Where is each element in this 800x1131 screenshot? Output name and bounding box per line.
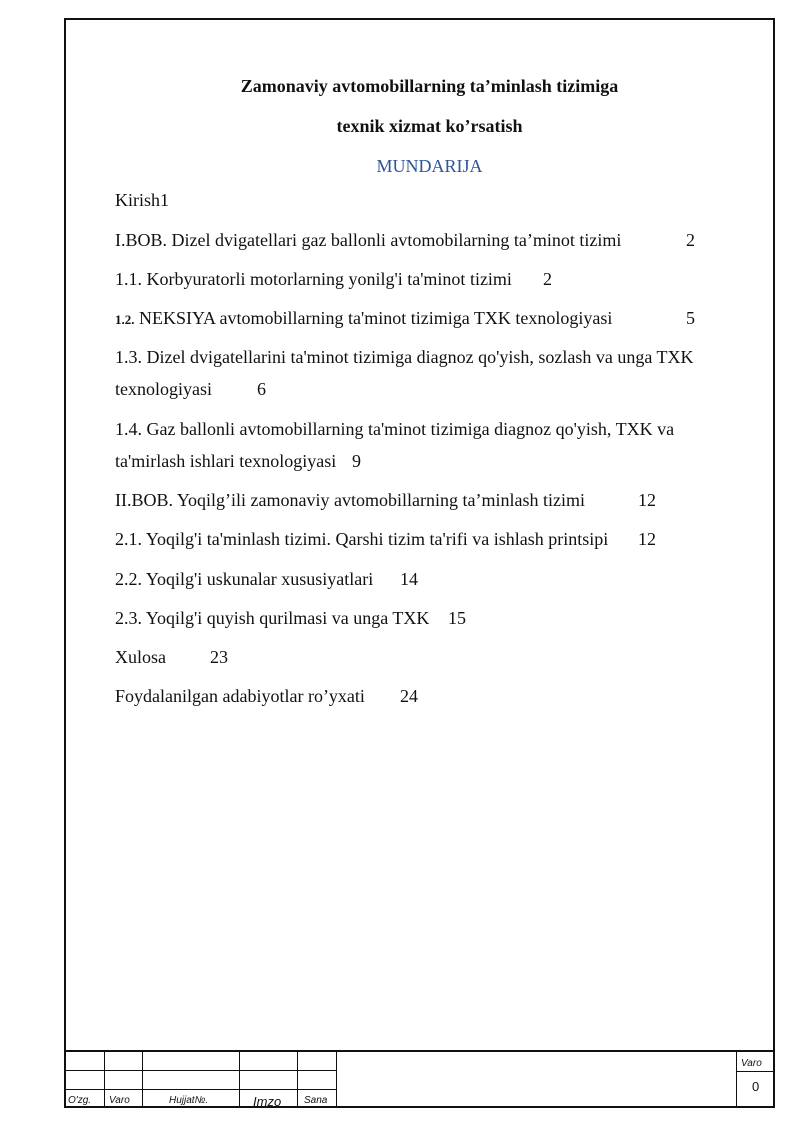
toc-entry-text: 2.2. Yoqilg'i uskunalar xususiyatlari	[115, 569, 374, 589]
toc-entry-2-1	[115, 527, 656, 551]
toc-entry-page: 24	[400, 686, 418, 706]
toc-entry-chapter-1	[115, 228, 695, 252]
toc-entry-text: II.BOB. Yoqilg’ili zamonaviy avtomobillarning ta’minlash tizimi	[115, 490, 585, 510]
toc-entry-page: 5	[686, 308, 695, 328]
toc-entry-2-2	[115, 567, 418, 591]
toc-entry-page: 6	[257, 379, 266, 399]
toc-entry-prefix: 1.2.	[115, 312, 135, 327]
toc-entry-page: 14	[400, 569, 418, 589]
title-block-stamp	[64, 1050, 775, 1108]
toc-entry-text: texnologiyasi	[115, 379, 212, 399]
stamp-divider	[104, 1052, 105, 1108]
toc-entry-text: 1.3. Dizel dvigatellarini ta'minot tizimiga diagnoz qo'yish, sozlash va unga TXK	[115, 347, 694, 367]
stamp-divider	[297, 1052, 298, 1108]
toc-entry-page: 12	[638, 529, 656, 549]
toc-entry-text: I.BOB. Dizel dvigatellari gaz ballonli avtomobilarning ta’minot tizimi	[115, 230, 622, 250]
stamp-divider	[736, 1052, 737, 1108]
stamp-divider	[239, 1052, 240, 1108]
toc-entry-text: 1.4. Gaz ballonli avtomobillarning ta'minot tizimiga diagnoz qo'yish, TXK va	[115, 419, 675, 439]
sheet-number: 0	[752, 1079, 760, 1094]
toc-entry-page: 2	[543, 269, 552, 289]
toc-entry-text: 2.3. Yoqilg'i quyish qurilmasi va unga TXK	[115, 608, 430, 628]
toc-entry-page: 2	[686, 230, 695, 250]
toc-entry-1-3	[115, 345, 694, 369]
toc-entry-1-4	[115, 417, 674, 441]
toc-entry-1-2	[115, 306, 695, 332]
toc-entry-text: Kirish1	[115, 190, 169, 210]
toc-entry-intro	[115, 188, 169, 212]
stamp-label-imzo: Imzo	[253, 1094, 282, 1109]
stamp-label-varo: Varo	[109, 1095, 130, 1106]
toc-entry-text: ta'mirlash ishlari texnologiyasi	[115, 451, 337, 471]
toc-entry-text: 1.1. Korbyuratorli motorlarning yonilg'i ta'minot tizimi	[115, 269, 512, 289]
stamp-row-line	[64, 1070, 336, 1071]
stamp-row-line	[64, 1089, 336, 1090]
toc-entry-conclusion	[115, 645, 228, 669]
toc-entry-page: 23	[210, 647, 228, 667]
toc-entry-2-3	[115, 606, 466, 630]
toc-entry-references	[115, 684, 418, 708]
stamp-label-varo-right: Varo	[741, 1058, 762, 1069]
toc-entry-text: 2.1. Yoqilg'i ta'minlash tizimi. Qarshi tizim ta'rifi va ishlash printsipi	[115, 529, 609, 549]
stamp-divider	[336, 1052, 337, 1108]
page-frame	[64, 18, 775, 1108]
toc-entry-text: Xulosa	[115, 647, 166, 667]
document-title-line-1: Zamonaviy avtomobillarning ta’minlash tizimiga	[240, 76, 619, 96]
toc-entry-page: 15	[448, 608, 466, 628]
stamp-divider	[142, 1052, 143, 1108]
toc-entry-1-1	[115, 267, 552, 291]
toc-heading: MUNDARIJA	[376, 156, 483, 176]
toc-entry-chapter-2	[115, 488, 656, 512]
stamp-row-line	[736, 1071, 775, 1072]
stamp-label-hujjat: Hujjat№.	[169, 1095, 209, 1106]
toc-entry-text: NEKSIYA avtomobillarning ta'minot tizimiga TXK texnologiyasi	[139, 308, 613, 328]
toc-entry-1-4-continued	[115, 449, 361, 473]
toc-entry-page: 9	[352, 451, 361, 471]
toc-entry-page: 12	[638, 490, 656, 510]
stamp-label-ozg: O'zg.	[68, 1095, 92, 1106]
stamp-label-sana: Sana	[304, 1095, 328, 1106]
toc-entry-text: Foydalanilgan adabiyotlar ro’yxati	[115, 686, 365, 706]
document-title-line-2: texnik xizmat ko’rsatish	[336, 116, 523, 136]
toc-entry-1-3-continued	[115, 377, 266, 401]
